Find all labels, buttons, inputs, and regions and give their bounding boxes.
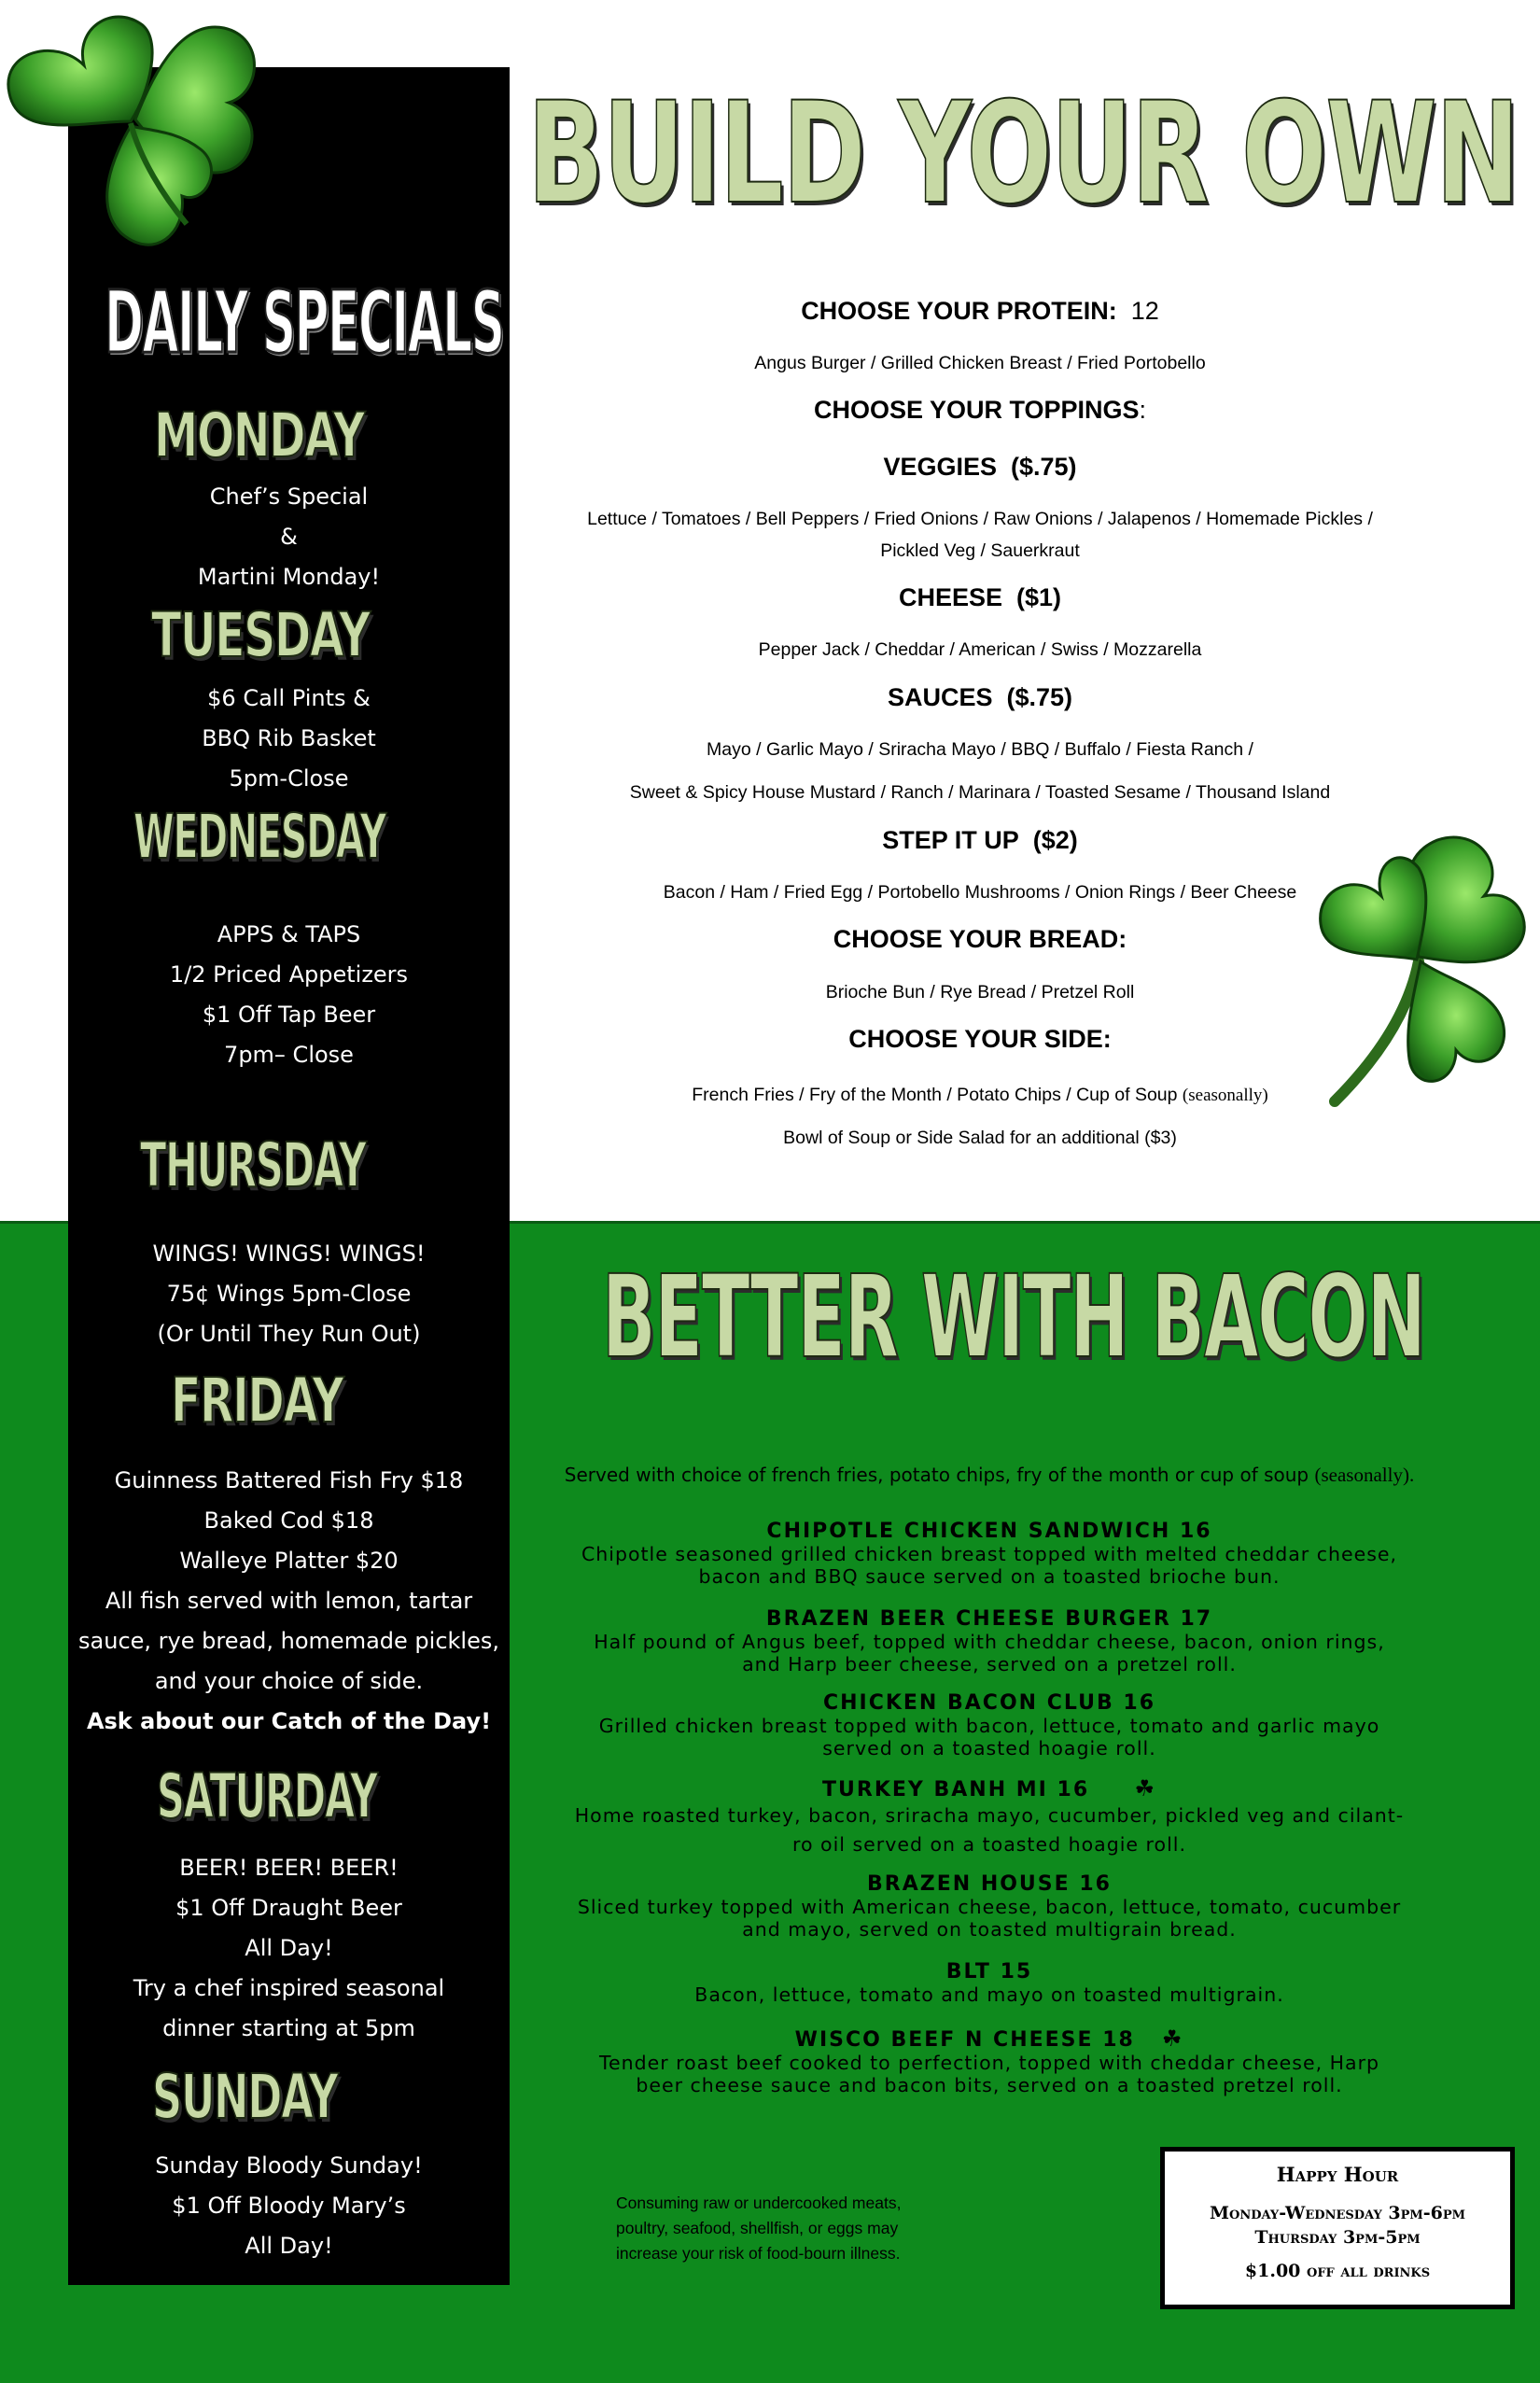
side-extra: Bowl of Soup or Side Salad for an additional ($3) [783, 1128, 1177, 1148]
protein-options: Angus Burger / Grilled Chicken Breast / Fried Portobello [754, 353, 1206, 373]
better-with-bacon-title: BETTER WITH BACON [602, 1251, 1425, 1383]
bacon-intro: Served with choice of french fries, potato chips, fry of the month or cup of soup (seasonally). [564, 1464, 1415, 1486]
sauces-options: Sweet & Spicy House Mustard / Ranch / Marinara / Toasted Sesame / Thousand Island [629, 782, 1331, 803]
protein-price: 12 [1130, 297, 1159, 325]
veggies-heading: VEGGIES ($.75) [883, 453, 1077, 481]
happy-hour-line: Monday-Wednesday 3pm-6pm [1209, 2203, 1466, 2223]
friday-special: Guinness Battered Fish Fry $18 Baked Cod $18 Walleye Platter $20 All fish served with lemon, tartar sauce, rye bread, homemade pickles, and your choice of side. Ask about our Catch of the Day! [78, 1467, 499, 1734]
item-name: TURKEY BANH MI 16 ☘ [822, 1775, 1156, 1801]
menu-item: WISCO BEEF N CHEESE 18 ☘ Tender roast beef cooked to perfection, topped with cheddar cheese, Harp beer cheese sauce and bacon bits, served on a toasted pretzel roll. [551, 2026, 1428, 2096]
shamrock-icon [0, 0, 271, 252]
menu-item: BRAZEN HOUSE 16 Sliced turkey topped with American cheese, bacon, lettuce, tomato, cucumber and mayo, served on toasted multigrain bread. [551, 1872, 1428, 1941]
side-options: French Fries / Fry of the Month / Potato Chips / Cup of Soup (seasonally) [692, 1085, 1268, 1105]
day-saturday: SATURDAY [157, 1760, 377, 1832]
happy-hour-line: $1.00 off all drinks [1244, 2261, 1431, 2281]
sunday-special: Sunday Bloody Sunday! $1 Off Bloody Mary’s All Day! [155, 2152, 423, 2259]
item-name: CHICKEN BACON CLUB 16 [822, 1691, 1156, 1715]
veggies-options: Pickled Veg / Sauerkraut [880, 540, 1080, 561]
bread-heading: CHOOSE YOUR BREAD: [833, 925, 1127, 953]
cheese-options: Pepper Jack / Cheddar / American / Swiss / Mozzarella [758, 639, 1202, 660]
sauces-heading: SAUCES ($.75) [887, 683, 1073, 711]
tuesday-special: $6 Call Pints & BBQ Rib Basket 5pm-Close [202, 685, 376, 792]
item-name: BRAZEN BEER CHEESE BURGER 17 [765, 1607, 1213, 1631]
item-name: WISCO BEEF N CHEESE 18 ☘ [794, 2026, 1184, 2052]
day-sunday: SUNDAY [152, 2061, 338, 2133]
protein-heading: CHOOSE YOUR PROTEIN: 12 [801, 297, 1159, 325]
day-monday: MONDAY [154, 400, 364, 471]
shamrock-icon [1307, 821, 1540, 1120]
small-shamrock-icon: ☘ [1161, 2026, 1184, 2052]
item-name: CHIPOTLE CHICKEN SANDWICH 16 [766, 1520, 1212, 1543]
veggies-options: Lettuce / Tomatoes / Bell Peppers / Fried Onions / Raw Onions / Jalapenos / Homemade Pickles / [587, 509, 1373, 529]
menu-item: CHICKEN BACON CLUB 16 Grilled chicken breast topped with bacon, lettuce, tomato and garlic mayo served on a toasted hoagie roll. [551, 1691, 1428, 1759]
toppings-heading: CHOOSE YOUR TOPPINGS: [813, 396, 1147, 424]
daily-specials-title: DAILY SPECIALS [105, 273, 504, 372]
item-name: BLT 15 [945, 1960, 1033, 1983]
sauces-options: Mayo / Garlic Mayo / Sriracha Mayo / BBQ / Buffalo / Fiesta Ranch / [707, 739, 1253, 760]
step-it-up-heading: STEP IT UP ($2) [882, 826, 1078, 854]
menu-item: BLT 15 Bacon, lettuce, tomato and mayo on toasted multigrain. [551, 1960, 1428, 2006]
monday-special: Chef’s Special & Martini Monday! [197, 484, 381, 590]
step-it-up-options: Bacon / Ham / Fried Egg / Portobello Mushrooms / Onion Rings / Beer Cheese [663, 882, 1297, 903]
happy-hour-title: Happy Hour [1276, 2163, 1399, 2186]
wednesday-special: APPS & TAPS 1/2 Priced Appetizers $1 Off Tap Beer 7pm– Close [169, 921, 409, 1068]
bread-options: Brioche Bun / Rye Bread / Pretzel Roll [825, 982, 1135, 1002]
day-friday: FRIDAY [171, 1365, 343, 1437]
day-wednesday: WEDNESDAY [133, 801, 385, 873]
side-heading: CHOOSE YOUR SIDE: [848, 1025, 1112, 1053]
food-safety-disclaimer: Consuming raw or undercooked meats, poultry, seafood, shellfish, or eggs may increase your risk of food-bourn illness. [616, 2194, 902, 2263]
small-shamrock-icon: ☘ [1134, 1775, 1156, 1801]
happy-hour-box [1160, 2147, 1515, 2309]
thursday-special: WINGS! WINGS! WINGS! 75¢ Wings 5pm-Close (Or Until They Run Out) [152, 1241, 426, 1347]
cheese-heading: CHEESE ($1) [898, 583, 1062, 611]
menu-item: CHIPOTLE CHICKEN SANDWICH 16 Chipotle seasoned grilled chicken breast topped with melted cheddar cheese, bacon and BBQ sauce served on a toasted brioche bun. [551, 1520, 1428, 1588]
happy-hour-line: Thursday 3pm-5pm [1254, 2227, 1421, 2248]
menu-item: TURKEY BANH MI 16 ☘ Home roasted turkey, bacon, sriracha mayo, cucumber, pickled veg and cilant- ro oil served on a toasted hoagie roll. [551, 1775, 1428, 1859]
build-your-own-title: BUILD YOUR OWN [527, 73, 1519, 235]
day-thursday: THURSDAY [140, 1129, 366, 1201]
saturday-special: BEER! BEER! BEER! $1 Off Draught Beer All Day! Try a chef inspired seasonal dinner starting at 5pm [133, 1855, 445, 2041]
item-name: BRAZEN HOUSE 16 [867, 1872, 1112, 1896]
day-tuesday: TUESDAY [151, 599, 370, 671]
menu-item: BRAZEN BEER CHEESE BURGER 17 Half pound of Angus beef, topped with cheddar cheese, bacon, onion rings, and Harp beer cheese, served on a pretzel roll. [551, 1607, 1428, 1675]
